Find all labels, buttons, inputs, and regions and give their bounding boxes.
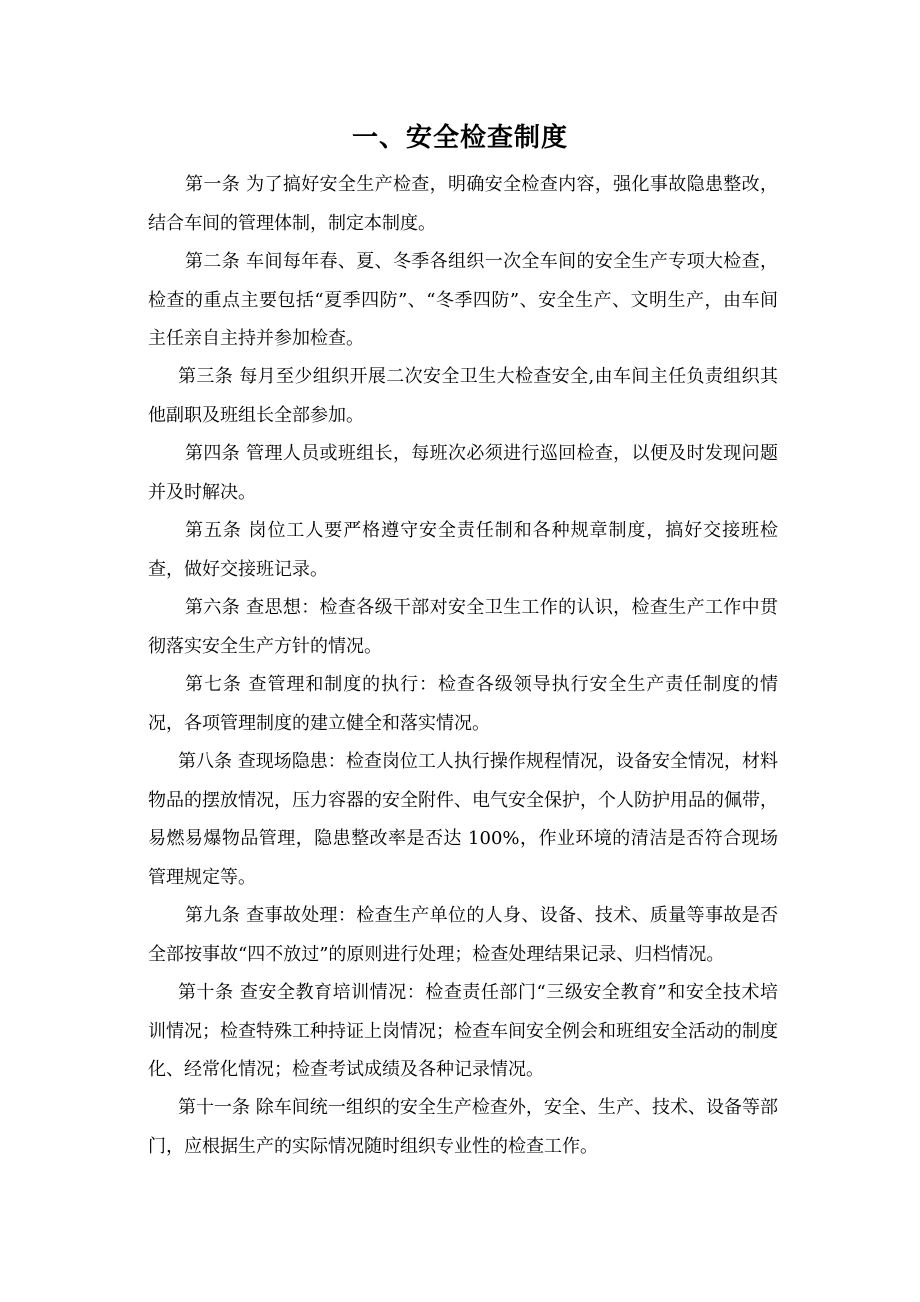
article-label: 第二条 [185,251,241,272]
article-text: 岗位工人要严格遵守安全责任制和各种规章制度，搞好交接班检查，做好交接班记录。 [148,520,779,580]
article-text: 查事故处理：检查生产单位的人身、设备、技术、质量等事故是否全部按事故“四不放过”的原则进行处理；检查处理结果记录、归档情况。 [148,905,778,965]
article-label: 第九条 [185,905,241,926]
article-label: 第四条 [185,443,241,464]
article-4 [148,435,778,512]
article-1 [148,166,778,243]
article-label: 第一条 [185,174,241,195]
article-label: 第六条 [185,597,241,618]
article-10 [148,974,778,1090]
article-label: 第三条 [178,366,234,387]
article-label: 第七条 [185,674,242,695]
article-2 [148,243,778,359]
article-text: 查现场隐患：检查岗位工人执行操作规程情况，设备安全情况，材料物品的摆放情况，压力容器的安全附件、电气安全保护，个人防护用品的佩带，易燃易爆物品管理，隐患整改率是否达 100%，作业环境的清洁是否符合现场管理规定等。 [148,751,778,888]
article-text: 为了搞好安全生产检查，明确安全检查内容，强化事故隐患整改，结合车间的管理体制，制定本制度。 [148,174,778,234]
article-11 [148,1089,778,1166]
article-label: 第十条 [178,982,234,1003]
article-6 [148,589,778,666]
article-text: 管理人员或班组长，每班次必须进行巡回检查，以便及时发现问题并及时解决。 [148,443,778,503]
article-text: 查思想：检查各级干部对安全卫生工作的认识，检查生产工作中贯彻落实安全生产方针的情况。 [148,597,778,657]
article-7 [148,666,778,743]
page-title: 一、安全检查制度 [351,123,568,153]
article-9 [148,897,778,974]
article-3 [148,358,778,435]
article-text: 除车间统一组织的安全生产检查外，安全、生产、技术、设备等部门，应根据生产的实际情况随时组织专业性的检查工作。 [148,1097,779,1157]
article-text: 查管理和制度的执行：检查各级领导执行安全生产责任制度的情况，各项管理制度的建立健全和落实情况。 [148,674,779,734]
article-text: 车间每年春、夏、冬季各组织一次全车间的安全生产专项大检查，检查的重点主要包括“夏季四防”、“冬季四防”、安全生产、文明生产，由车间主任亲自主持并参加检查。 [148,251,778,349]
article-5 [148,512,778,589]
article-label: 第八条 [178,751,233,772]
article-label: 第十一条 [178,1097,251,1118]
article-text: 每月至少组织开展二次安全卫生大检查安全,由车间主任负责组织其他副职及班组长全部参加。 [148,366,778,426]
article-label: 第五条 [185,520,242,541]
article-text: 查安全教育培训情况：检查责任部门“三级安全教育”和安全技术培训情况；检查特殊工种持证上岗情况；检查车间安全例会和班组安全活动的制度化、经常化情况；检查考试成绩及各种记录情况。 [148,982,778,1080]
article-8 [148,743,778,897]
